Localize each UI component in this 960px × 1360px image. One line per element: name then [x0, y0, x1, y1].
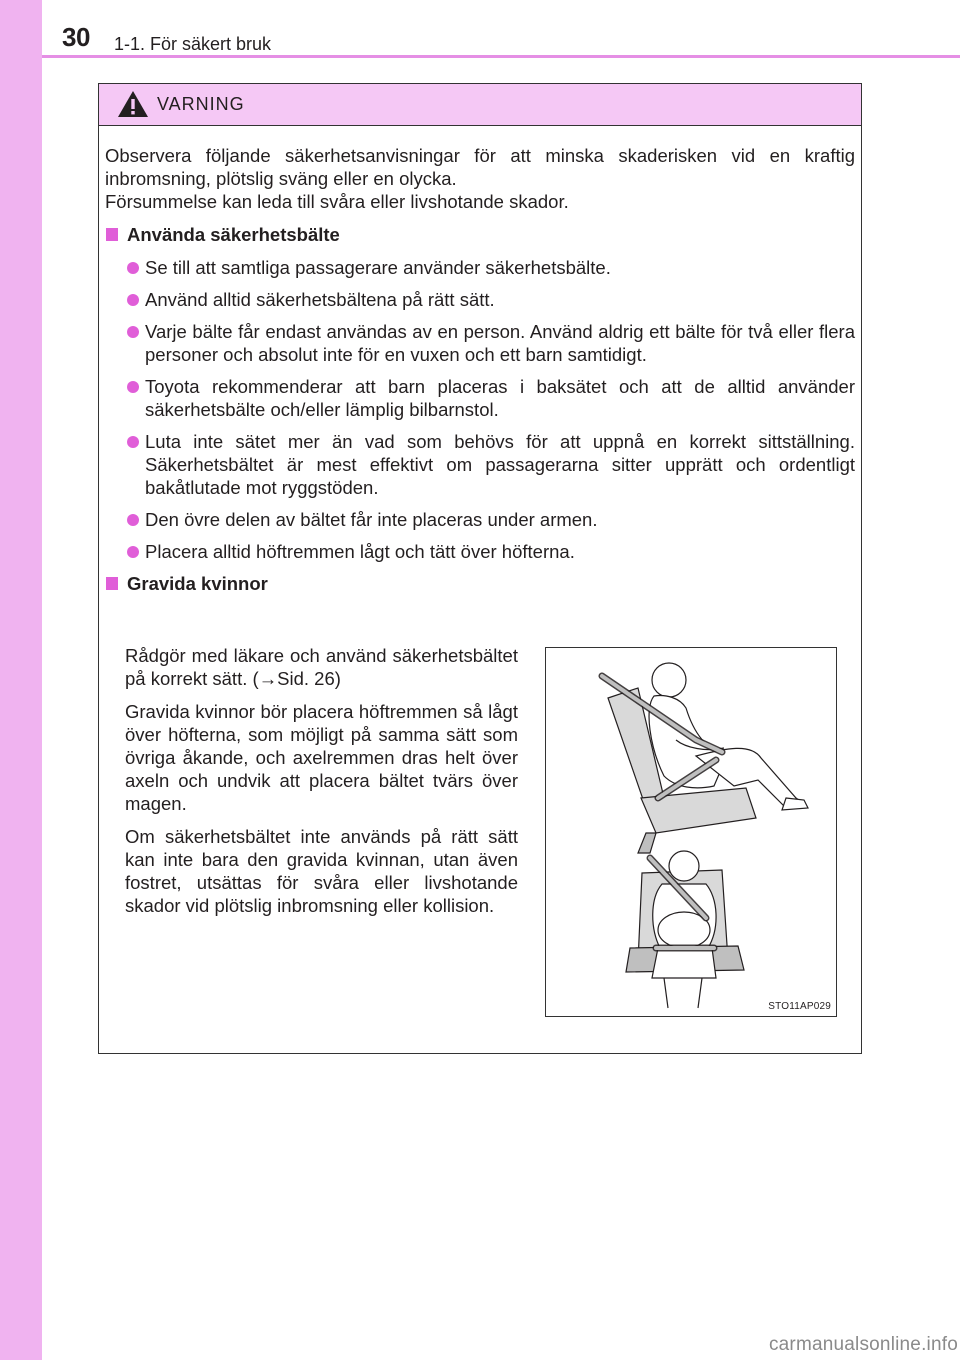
warning-intro: [105, 144, 855, 213]
round-bullet-icon: [127, 294, 139, 306]
list-item-text: Luta inte sätet mer än vad som behövs för att uppnå en korrekt sittställning. Säkerhetsbältet är mest effektivt om passagerarna sitter upprätt och ordentligt bakåtlutade mot ryggstöden.: [145, 431, 855, 498]
watermark: carmanualsonline.info: [768, 1334, 958, 1355]
round-bullet-icon: [127, 514, 139, 526]
pregnant-seatbelt-illustration: [545, 647, 837, 1017]
list-item-text: Använd alltid säkerhetsbältena på rätt sätt.: [145, 289, 495, 310]
round-bullet-icon: [127, 436, 139, 448]
list-item: [105, 430, 855, 499]
section-heading-seatbelt: [105, 223, 855, 246]
paragraph: Om säkerhetsbältet inte används på rätt sätt kan inte bara den gravida kvinnan, utan även fostret, utsättas för svåra eller livshotande skador vid plötslig inbromsning eller kollision.: [125, 826, 518, 916]
warning-triangle-icon: [117, 90, 149, 118]
round-bullet-icon: [127, 546, 139, 558]
section-title: 1-1. För säkert bruk: [114, 34, 272, 54]
heading-text: Gravida kvinnor: [127, 573, 268, 594]
list-item-text: Placera alltid höftremmen lågt och tätt över höfterna.: [145, 541, 575, 562]
list-item-text: Den övre delen av bältet får inte placeras under armen.: [145, 509, 598, 530]
intro-paragraph: Observera följande säkerhetsanvisningar för att minska skaderisken vid en kraftig inbromsning, plötslig sväng eller en olycka.: [105, 145, 855, 189]
warning-box: [98, 83, 862, 1054]
pregnant-women-text: [125, 644, 518, 927]
list-item-text: Varje bälte får endast användas av en person. Använd aldrig ett bälte för två eller flera personer och absolut inte för en vuxen och ett barn samtidigt.: [145, 321, 855, 365]
paragraph: Gravida kvinnor bör placera höftremmen så lågt över höfterna, som möjligt på samma sätt som övriga åkande, och axelremmen dras helt över axeln och undvik att placera bältet tvärs över magen.: [125, 701, 518, 814]
list-item: [105, 508, 855, 531]
header-rule: [42, 55, 960, 58]
list-item: [105, 375, 855, 421]
square-bullet-icon: [106, 228, 118, 241]
warning-header: [99, 84, 861, 126]
square-bullet-icon: [106, 577, 118, 590]
list-item: [105, 540, 855, 563]
intro-paragraph: Försummelse kan leda till svåra eller livshotande skador.: [105, 191, 569, 212]
list-item-text: Toyota rekommenderar att barn placeras i baksätet och att de alltid använder säkerhetsbälte och/eller lämplig bilbarnstol.: [145, 376, 855, 420]
figure-code: STO11AP029: [768, 1001, 831, 1012]
round-bullet-icon: [127, 381, 139, 393]
side-tab-strip: [0, 0, 42, 1360]
list-item: [105, 256, 855, 279]
list-item: [105, 288, 855, 311]
page-number: 30: [62, 22, 90, 52]
round-bullet-icon: [127, 326, 139, 338]
warning-content: [105, 144, 855, 605]
illustration-drawing: [546, 648, 836, 1016]
round-bullet-icon: [127, 262, 139, 274]
warning-label: VARNING: [157, 94, 245, 114]
section-heading-pregnant: [105, 572, 855, 595]
heading-text: Använda säkerhetsbälte: [127, 224, 340, 245]
paragraph: Rådgör med läkare och använd säkerhetsbältet på korrekt sätt. (→Sid. 26): [125, 645, 518, 689]
list-item-text: Se till att samtliga passagerare använder säkerhetsbälte.: [145, 257, 611, 278]
list-item: [105, 320, 855, 366]
